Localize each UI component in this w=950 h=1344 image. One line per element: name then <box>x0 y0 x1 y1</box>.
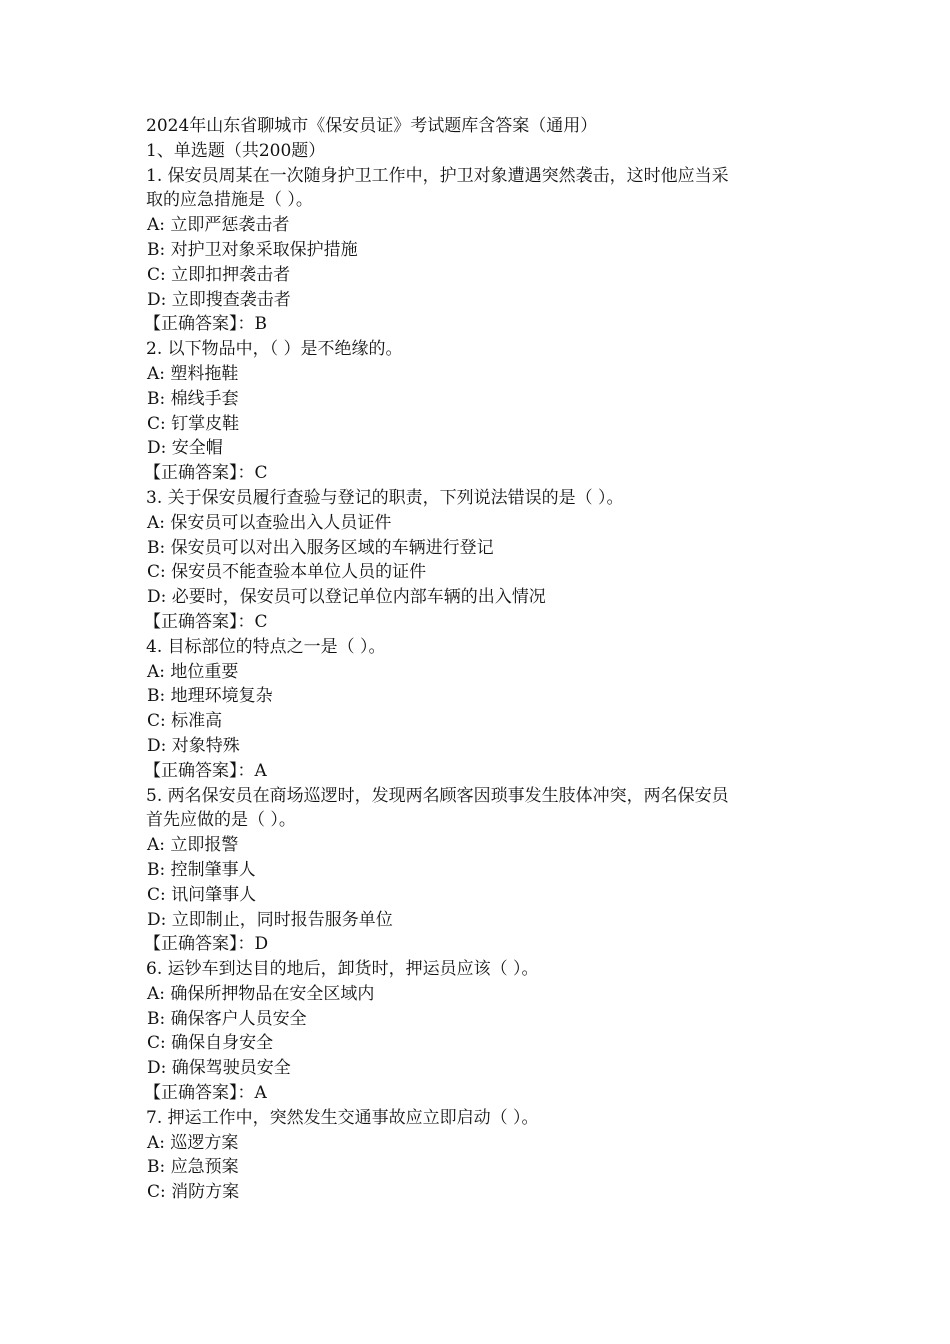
correct-answer: 【正确答案】：C <box>144 463 268 484</box>
option-c: C: 讯问肇事人 <box>147 884 257 905</box>
option-b: B: 确保客户人员安全 <box>147 1008 307 1029</box>
option-c: C: 标准高 <box>147 711 223 732</box>
option-a: A: 确保所押物品在安全区域内 <box>147 983 375 1004</box>
option-b: B: 应急预案 <box>147 1157 239 1178</box>
option-b: B: 地理环境复杂 <box>147 686 273 707</box>
option-a: A: 立即报警 <box>147 835 239 856</box>
option-d: D: 立即制止，同时报告服务单位 <box>147 909 393 930</box>
correct-answer: 【正确答案】：A <box>144 760 267 781</box>
section-heading: 1、单选题（共200题） <box>146 140 326 161</box>
option-a: A: 塑料拖鞋 <box>147 363 239 384</box>
question-7 <box>146 1106 816 1205</box>
correct-answer: 【正确答案】：B <box>144 314 267 335</box>
correct-answer: 【正确答案】：D <box>144 934 269 955</box>
question-text: 6. 运钞车到达目的地后，卸货时，押运员应该（ ）。 <box>146 959 539 980</box>
question-1 <box>146 164 816 338</box>
correct-answer: 【正确答案】：C <box>144 611 268 632</box>
option-b: B: 控制肇事人 <box>147 859 256 880</box>
question-3 <box>146 486 816 635</box>
question-text: 4. 目标部位的特点之一是（ ）。 <box>146 636 386 657</box>
option-a: A: 巡逻方案 <box>147 1132 239 1153</box>
option-a: A: 立即严惩袭击者 <box>147 215 290 236</box>
question-5 <box>146 784 816 958</box>
option-b: B: 对护卫对象采取保护措施 <box>147 239 358 260</box>
option-d: D: 必要时，保安员可以登记单位内部车辆的出入情况 <box>147 587 546 608</box>
question-text-continued: 取的应急措施是（ ）。 <box>146 190 313 211</box>
document-title: 2024年山东省聊城市《保安员证》考试题库含答案（通用） <box>146 116 598 136</box>
question-text: 3. 关于保安员履行查验与登记的职责，下列说法错误的是（ ）。 <box>146 487 624 508</box>
option-d: D: 对象特殊 <box>147 735 240 756</box>
correct-answer: 【正确答案】：A <box>144 1083 267 1104</box>
option-c: C: 保安员不能查验本单位人员的证件 <box>147 562 427 583</box>
question-4 <box>146 635 816 784</box>
option-b: B: 保安员可以对出入服务区域的车辆进行登记 <box>147 537 494 558</box>
document-body <box>146 114 816 1205</box>
question-2 <box>146 337 816 486</box>
option-d: D: 安全帽 <box>147 438 223 459</box>
question-text-continued: 首先应做的是（ ）。 <box>146 810 296 831</box>
question-text: 1. 保安员周某在一次随身护卫工作中，护卫对象遭遇突然袭击，这时他应当采 <box>146 165 729 186</box>
option-a: A: 地位重要 <box>147 661 239 682</box>
option-c: C: 消防方案 <box>147 1182 240 1203</box>
option-c: C: 钉掌皮鞋 <box>147 413 240 434</box>
option-d: D: 立即搜查袭击者 <box>147 289 291 310</box>
option-c: C: 立即扣押袭击者 <box>147 264 291 285</box>
question-text: 7. 押运工作中，突然发生交通事故应立即启动（ ）。 <box>146 1107 539 1128</box>
question-6 <box>146 957 816 1106</box>
option-b: B: 棉线手套 <box>147 388 239 409</box>
option-a: A: 保安员可以查验出入人员证件 <box>147 512 392 533</box>
option-d: D: 确保驾驶员安全 <box>147 1058 291 1079</box>
question-text: 2. 以下物品中，（ ）是不绝缘的。 <box>146 339 403 360</box>
question-text: 5. 两名保安员在商场巡逻时，发现两名顾客因琐事发生肢体冲突，两名保安员 <box>146 785 729 806</box>
option-c: C: 确保自身安全 <box>147 1033 274 1054</box>
